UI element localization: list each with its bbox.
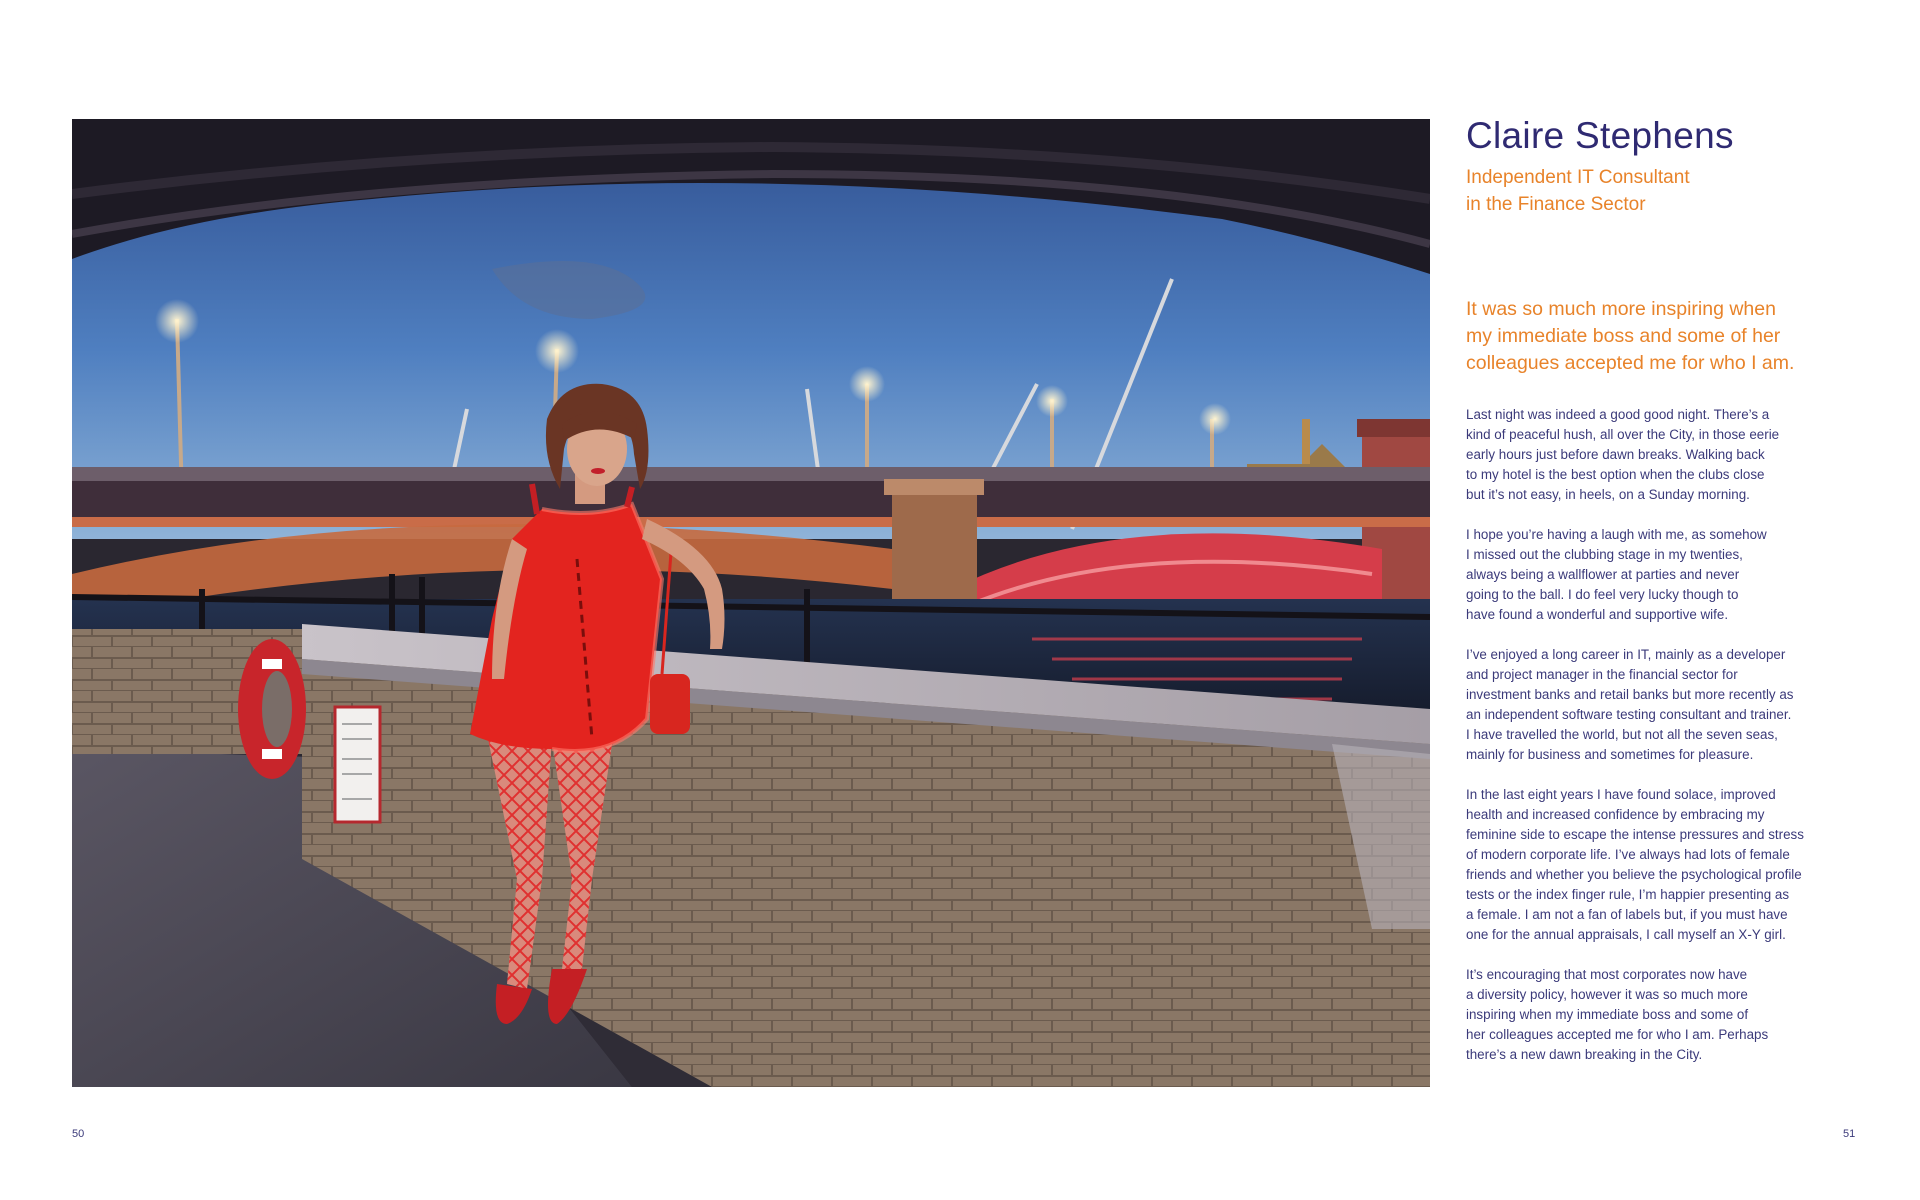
article-body [1466,405,1866,1065]
paragraph: Last night was indeed a good good night. There’s a kind of peaceful hush, all over the City, in those eerie early hours just before dawn breaks. Walking back to my hotel is the best option when the clubs close but it’s not easy, in heels, on a Sunday morning. [1466,407,1780,502]
pull-quote: It was so much more inspiring when my immediate boss and some of her colleagues accepted me for who I am. [1466,298,1795,374]
article-column [1466,114,1866,1085]
portrait-photo [72,119,1430,1087]
paragraph: I hope you’re having a laugh with me, as somehow I missed out the clubbing stage in my twenties, always being a wallflower at parties and never going to the ball. I do feel very lucky though to have found a wonderful and supportive wife. [1466,527,1767,622]
page-number-left: 50 [72,1128,85,1140]
riverside-bridge-scene [72,119,1430,1087]
paragraph: It’s encouraging that most corporates now have a diversity policy, however it was so much more inspiring when my immediate boss and some of her colleagues accepted me for who I am. Perhaps there’s a new dawn breaking in the City. [1466,967,1769,1062]
profile-role: Independent IT Consultant in the Finance Sector [1466,167,1690,215]
page-number-right: 51 [1843,1128,1856,1140]
paragraph: I’ve enjoyed a long career in IT, mainly as a developer and project manager in the financial sector for investment banks and retail banks but more recently as an independent software testing consultant and trainer. I have travelled the world, but not all the seven seas, mainly for business and sometimes for pleasure. [1466,647,1794,762]
paragraph: In the last eight years I have found solace, improved health and increased confidence by embracing my feminine side to escape the intense pressures and stress of modern corporate life. I’ve always had lots of female friends and whether you believe the psychological profile tests or the index finger rule, I’m happier presenting as a female. I am not a fan of labels but, if you must have one for the annual appraisals, I call myself an X-Y girl. [1466,787,1804,942]
profile-name: Claire Stephens [1466,115,1734,156]
